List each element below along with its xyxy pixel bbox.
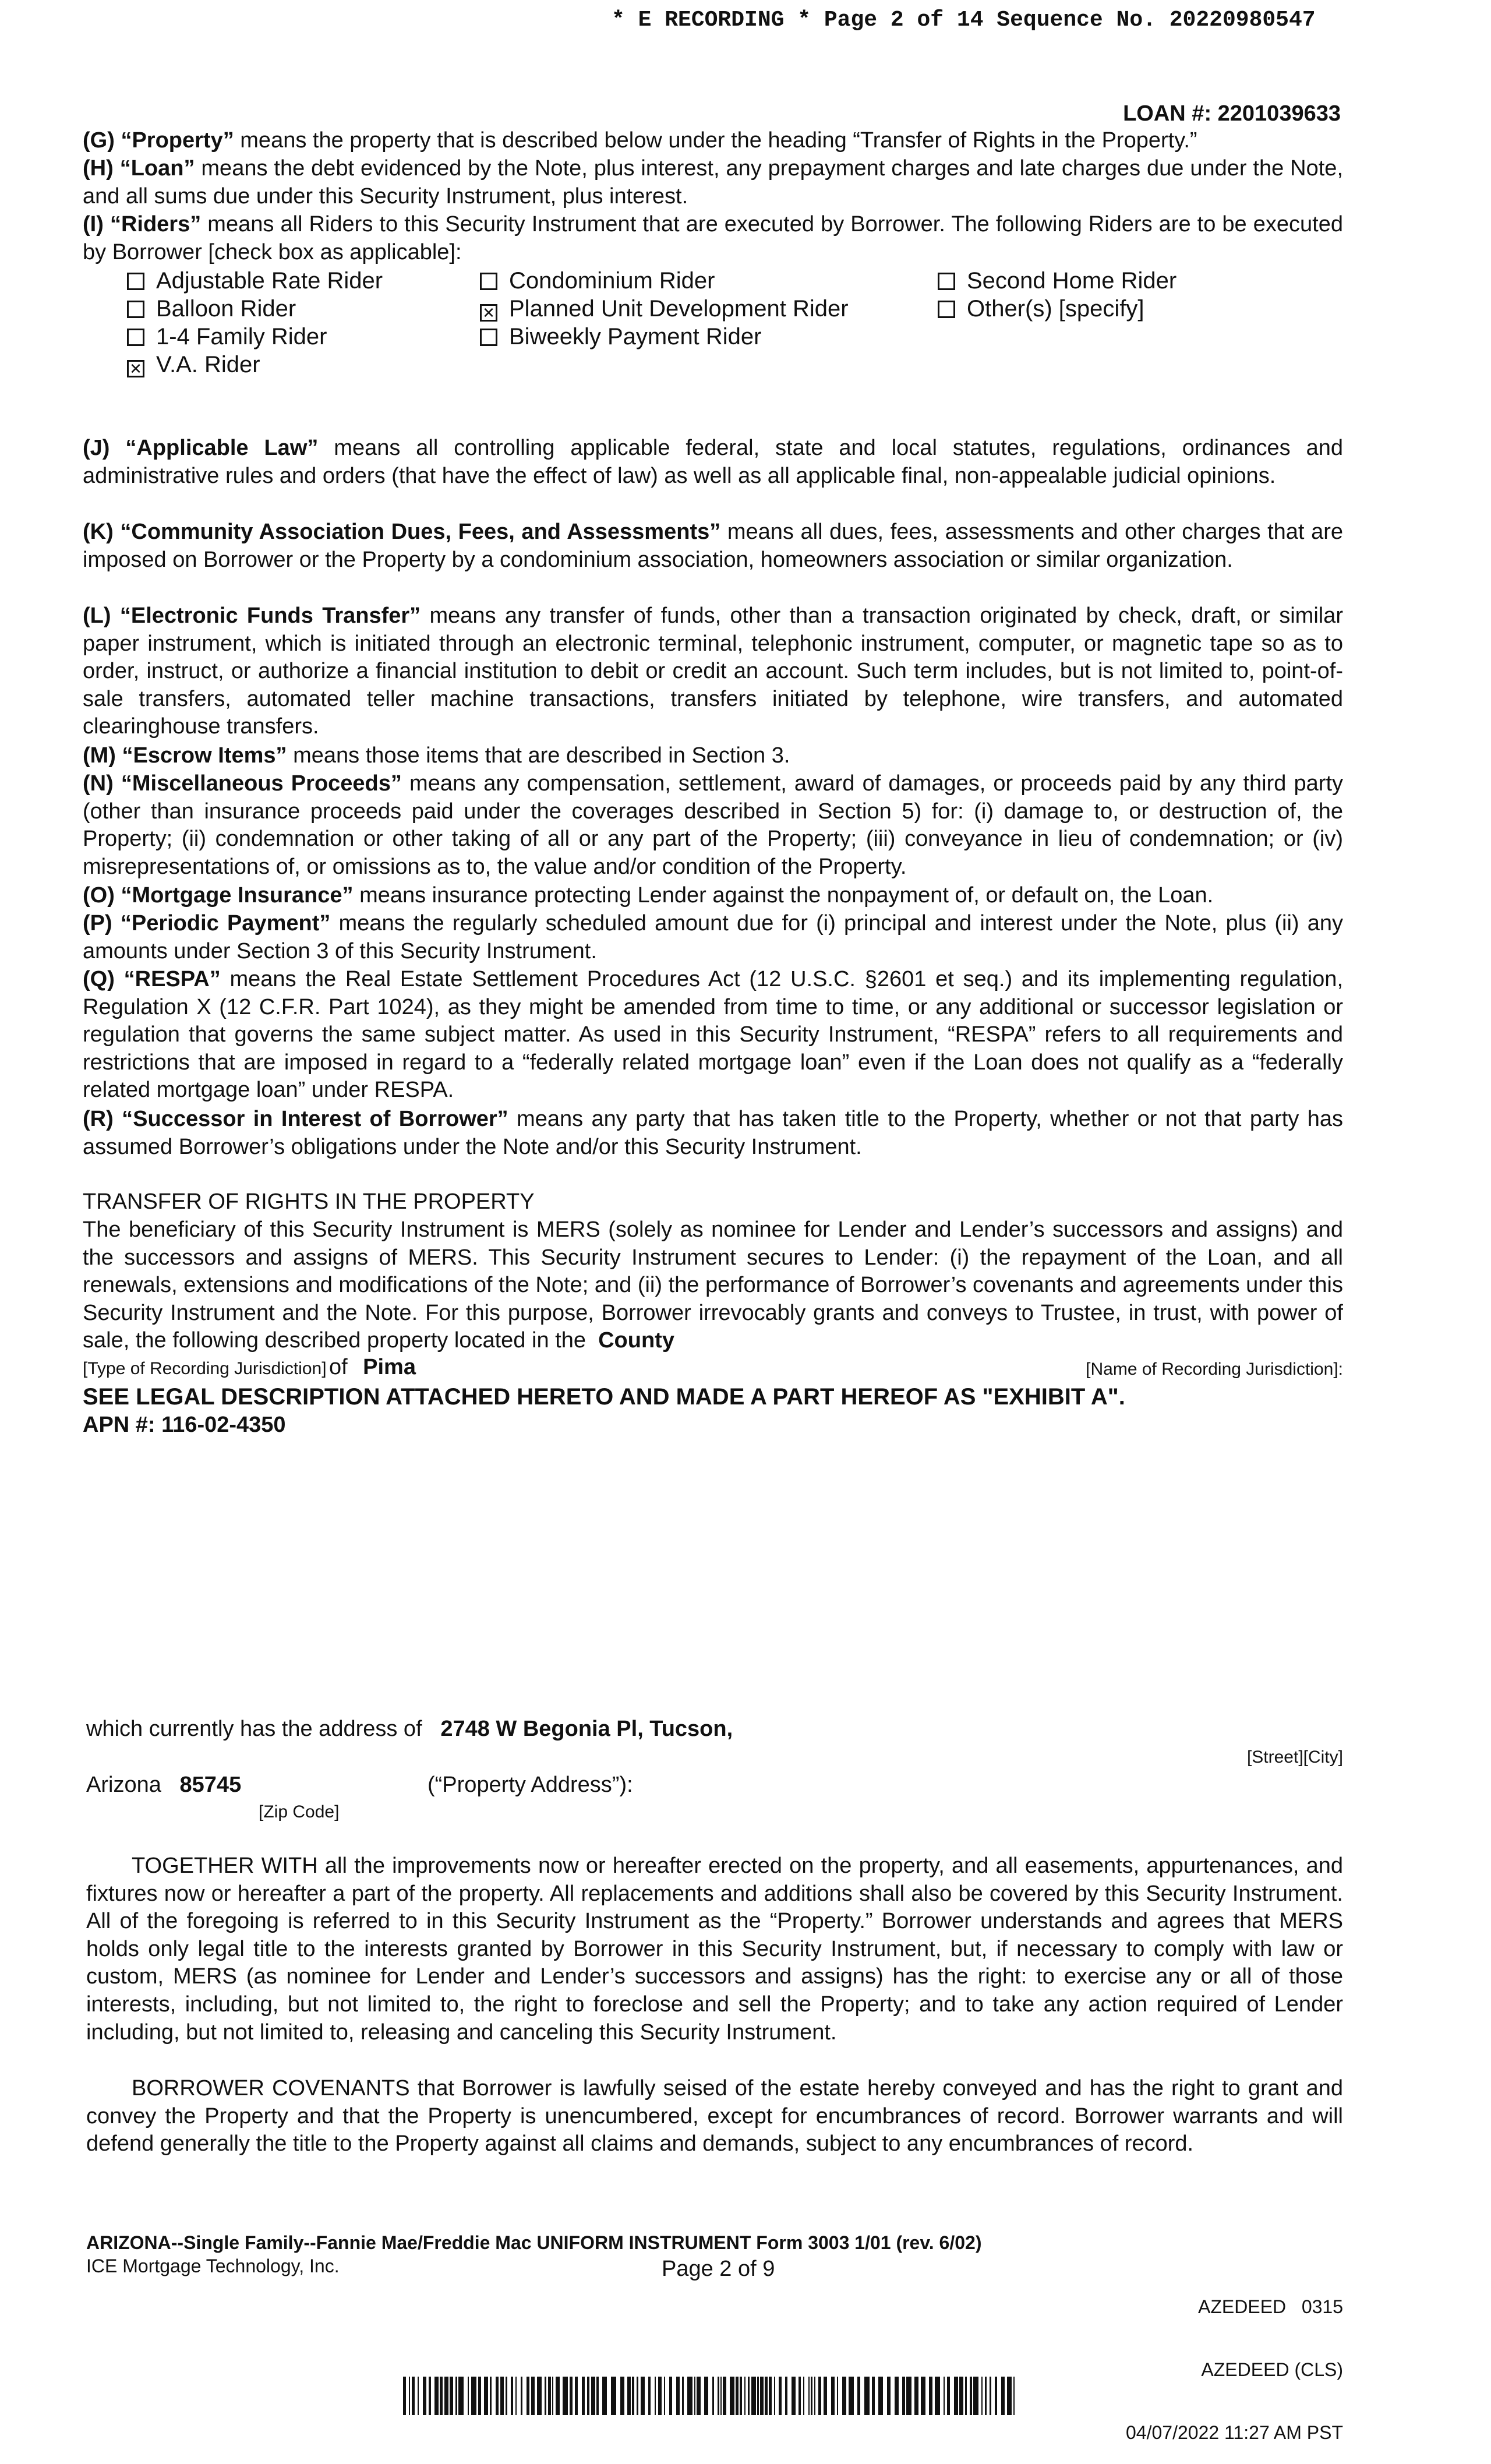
barcode-bar bbox=[878, 2377, 883, 2415]
street-city-label: [Street][City] bbox=[1246, 1748, 1343, 1767]
barcode-bar bbox=[687, 2377, 692, 2415]
barcode-bar bbox=[837, 2377, 838, 2415]
barcode-bar bbox=[506, 2377, 507, 2415]
barcode-bar bbox=[811, 2377, 812, 2415]
barcode-bar bbox=[864, 2377, 870, 2415]
barcode-bar bbox=[895, 2377, 899, 2415]
definition-m: (M) “Escrow Items” means those items that are described in Section 3. bbox=[83, 743, 790, 768]
form-title: ARIZONA--Single Family--Fannie Mae/Freddie Mac UNIFORM INSTRUMENT Form 3003 1/01 (rev. 6/02) bbox=[86, 2232, 982, 2253]
barcode-bar bbox=[872, 2377, 875, 2415]
barcode-bar bbox=[620, 2377, 624, 2415]
barcode-bar bbox=[570, 2377, 573, 2415]
barcode-bar bbox=[682, 2377, 684, 2415]
barcode-bar bbox=[637, 2377, 638, 2415]
rider-biweekly-payment[interactable]: Biweekly Payment Rider bbox=[480, 323, 762, 351]
transfer-heading: TRANSFER OF RIGHTS IN THE PROPERTY bbox=[83, 1189, 535, 1214]
barcode-bar bbox=[490, 2377, 492, 2415]
barcode-bar bbox=[779, 2377, 782, 2415]
barcode-bar bbox=[450, 2377, 453, 2415]
barcode-bar bbox=[995, 2377, 997, 2415]
barcode-bar bbox=[676, 2377, 680, 2415]
barcode-bar bbox=[423, 2377, 426, 2415]
checkbox-checked-icon[interactable]: ✕ bbox=[127, 360, 144, 377]
barcode-bar bbox=[478, 2377, 481, 2415]
barcode-bar bbox=[409, 2377, 410, 2415]
barcode-bar bbox=[1007, 2377, 1012, 2415]
barcode-bar bbox=[548, 2377, 551, 2415]
barcode-bar bbox=[814, 2377, 815, 2415]
barcode-bar bbox=[496, 2377, 499, 2415]
barcode-bar bbox=[799, 2377, 801, 2415]
barcode-bar bbox=[556, 2377, 560, 2415]
barcode-bar bbox=[458, 2377, 464, 2415]
jurisdiction-line: [Type of Recording Jurisdiction] of Pima [Name of Recording Jurisdiction]: bbox=[83, 1355, 1343, 1379]
rider-balloon[interactable]: Balloon Rider bbox=[127, 295, 296, 323]
barcode-bar bbox=[935, 2377, 940, 2415]
barcode-bar bbox=[440, 2377, 443, 2415]
barcode-bar bbox=[429, 2377, 431, 2415]
definition-l: (L) “Electronic Funds Transfer” means any transfer of funds, other than a transaction originated by check, draft, or similar paper instrument, which is initiated through an electronic terminal, telephonic instrument, computer, or magnetic tape so as to order, instruct, or authorize a financial institution to debit or credit an account. Such term includes, but is not limited to, point-of-sale transfers, automated teller machine transactions, transfers initiated by telephone, wire transfers, and automated clearinghouse transfers. bbox=[83, 603, 1343, 739]
page-number: Page 2 of 9 bbox=[662, 2257, 775, 2281]
barcode-bar bbox=[471, 2377, 476, 2415]
barcode-bar bbox=[444, 2377, 448, 2415]
rider-1-4-family[interactable]: 1-4 Family Rider bbox=[127, 323, 327, 351]
barcode-bar bbox=[582, 2377, 585, 2415]
address-line: which currently has the address of 2748 W Begonia Pl, Tucson, bbox=[86, 1717, 733, 1741]
together-with-paragraph: TOGETHER WITH all the improvements now or hereafter erected on the property, and all easements, appurtenances, and fixtures now or hereafter a part of the property. All replacements and additions shall also be covered by this Security Instrument. All of the foregoing is referred to in this Security Instrument as the “Property.” Borrower understands and agrees that MERS holds only legal title to the interests granted by Borrower in this Security Instrument, but, if necessary to comply with law or custom, MERS (as nominee for Lender and Lender’s successors and assigns) has the right: to exercise any or all of those interests, including, but not limited to, the right to foreclose and sell the Property; and to take any action required of Lender including, but not limited to, releasing and canceling this Security Instrument. bbox=[86, 1854, 1343, 2045]
code-2: AZEDEED (CLS) bbox=[1201, 2359, 1343, 2380]
transfer-body: The beneficiary of this Security Instrument is MERS (solely as nominee for Lender and Lender’s successors and assigns) and the successors and assigns of MERS. This Security Instrument secures to Lender: (i) the repayment of the Loan, and all renewals, extensions and modifications of the Note; and (ii) the performance of Borrower’s covenants and agreements under this Security Instrument and the Note. For this purpose, Borrower irrevocably grants and conveys to Trustee, in trust, with power of sale, the following described property located in the County bbox=[83, 1217, 1343, 1353]
barcode-bar bbox=[849, 2377, 854, 2415]
barcode-bar bbox=[403, 2377, 406, 2415]
barcode-bar bbox=[669, 2377, 672, 2415]
barcode-bar bbox=[664, 2377, 665, 2415]
barcode-bar bbox=[712, 2377, 714, 2415]
zip-label: [Zip Code] bbox=[259, 1802, 340, 1821]
barcode-bar bbox=[990, 2377, 991, 2415]
barcode-bar bbox=[973, 2377, 978, 2415]
zip-code: 85745 bbox=[179, 1773, 242, 1797]
barcode-bar bbox=[552, 2377, 553, 2415]
barcode-bar bbox=[965, 2377, 967, 2415]
state-zip-line: Arizona 85745 bbox=[86, 1773, 242, 1797]
barcode-bar bbox=[527, 2377, 529, 2415]
barcode-bar bbox=[723, 2377, 726, 2415]
barcode-bar bbox=[704, 2377, 708, 2415]
print-datetime: 04/07/2022 11:27 AM PST bbox=[1126, 2422, 1343, 2443]
definition-i: (I) “Riders” means all Riders to this Security Instrument that are executed by Borrower. The following Riders are to be executed by Borrower [check box as applicable]: bbox=[83, 212, 1343, 264]
barcode-bar bbox=[824, 2377, 827, 2415]
checkbox-icon[interactable] bbox=[127, 273, 144, 290]
barcode-bar bbox=[887, 2377, 891, 2415]
checkbox-icon[interactable] bbox=[480, 273, 497, 290]
barcode-bar bbox=[641, 2377, 645, 2415]
barcode-bar bbox=[760, 2377, 764, 2415]
barcode-bar bbox=[511, 2377, 513, 2415]
barcode-bar bbox=[944, 2377, 945, 2415]
barcode-bar bbox=[970, 2377, 972, 2415]
barcode-bar bbox=[718, 2377, 719, 2415]
barcode-bar bbox=[736, 2377, 739, 2415]
checkbox-icon[interactable] bbox=[127, 329, 144, 346]
barcode-bar bbox=[842, 2377, 846, 2415]
barcode-bar bbox=[596, 2377, 599, 2415]
barcode-bar bbox=[418, 2377, 419, 2415]
barcode-bar bbox=[902, 2377, 905, 2415]
rider-va[interactable]: ✕ V.A. Rider bbox=[127, 351, 260, 379]
borrower-covenants-paragraph: BORROWER COVENANTS that Borrower is lawfully seised of the estate hereby conveyed and has the right to grant and convey the Property and that the Property is unencumbered, except for encumbrances of record. Borrower warrants and will defend generally the title to the Property against all claims and demands, subject to any encumbrances of record. bbox=[86, 2076, 1343, 2156]
loan-number: LOAN #: 2201039633 bbox=[1123, 101, 1341, 126]
checkbox-icon[interactable] bbox=[127, 301, 144, 318]
type-label: [Type of Recording Jurisdiction] bbox=[83, 1359, 327, 1378]
barcode-bar bbox=[484, 2377, 488, 2415]
definition-o: (O) “Mortgage Insurance” means insurance protecting Lender against the nonpayment of, or default on, the Loan. bbox=[83, 883, 1214, 908]
apn-number: APN #: 116-02-4350 bbox=[83, 1413, 286, 1437]
checkbox-icon[interactable] bbox=[938, 301, 955, 318]
barcode-bar bbox=[808, 2377, 810, 2415]
barcode-icon bbox=[403, 2377, 1015, 2415]
barcode-bar bbox=[537, 2377, 542, 2415]
checkbox-icon[interactable] bbox=[480, 329, 497, 346]
barcode-bar bbox=[906, 2377, 911, 2415]
barcode-bar bbox=[591, 2377, 595, 2415]
definition-h: (H) “Loan” means the debt evidenced by the Note, plus interest, any prepayment charges and late charges due under the Note, and all sums due under this Security Instrument, plus interest. bbox=[83, 156, 1344, 209]
barcode-bar bbox=[434, 2377, 439, 2415]
rider-condominium[interactable]: Condominium Rider bbox=[480, 267, 715, 295]
barcode-bar bbox=[632, 2377, 634, 2415]
barcode-bar bbox=[720, 2377, 722, 2415]
barcode-bar bbox=[981, 2377, 983, 2415]
definition-k: (K) “Community Association Dues, Fees, and Assessments” means all dues, fees, assessments and other charges that are imposed on Borrower or the Property by a condominium association, homeowners association or similar organization. bbox=[83, 520, 1343, 572]
barcode-bar bbox=[455, 2377, 457, 2415]
barcode-bar bbox=[412, 2377, 415, 2415]
barcode-bar bbox=[831, 2377, 835, 2415]
barcode-bar bbox=[757, 2377, 759, 2415]
barcode-bar bbox=[792, 2377, 796, 2415]
barcode-bar bbox=[1001, 2377, 1005, 2415]
barcode-bar bbox=[515, 2377, 517, 2415]
barcode-bar bbox=[921, 2377, 925, 2415]
barcode-bar bbox=[947, 2377, 950, 2415]
barcode-bar bbox=[818, 2377, 821, 2415]
barcode-bar bbox=[785, 2377, 787, 2415]
definition-q: (Q) “RESPA” means the Real Estate Settlement Procedures Act (12 U.S.C. §2601 et seq.) and its implementing regulation, Regulation X (12 C.F.R. Part 1024), as they might be amended from time to time, or any additional or successor legislation or regulation that governs the same subject matter. As used in this Security Instrument, “RESPA” refers to all requirements and restrictions that are imposed in regard to a “federally related mortgage loan” even if the Loan does not qualify as a “federally related mortgage loan” under RESPA. bbox=[83, 967, 1343, 1103]
recording-header: * E RECORDING * Page 2 of 14 Sequence No. 20220980547 bbox=[612, 8, 1316, 33]
barcode-bar bbox=[500, 2377, 504, 2415]
property-address-label: (“Property Address”): bbox=[427, 1773, 633, 1797]
barcode-bar bbox=[765, 2377, 768, 2415]
definition-p: (P) “Periodic Payment” means the regularly scheduled amount due for (i) principal and interest under the Note, plus (ii) any amounts under Section 3 of this Security Instrument. bbox=[83, 911, 1344, 963]
form-codes bbox=[1126, 2254, 1343, 2464]
definition-g: (G) “Property” means the property that is described below under the heading “Transfer of Rights in the Property.” bbox=[83, 128, 1197, 153]
code-1: AZEDEED 0315 bbox=[1198, 2296, 1343, 2317]
barcode-bar bbox=[627, 2377, 631, 2415]
rider-second-home[interactable]: Second Home Rider bbox=[938, 267, 1176, 295]
definition-n: (N) “Miscellaneous Proceeds” means any compensation, settlement, award of damages, or proceeds paid by any third party (other than insurance proceeds paid under the coverages described in Section 5) for: (i) damage to, or destruction of, the Property; (ii) condemnation or other taking of all or any part of the Property; (iii) conveyance in lieu of condemnation; or (iv) misrepresentations of, or omissions as to, the value and/or condition of the Property. bbox=[83, 771, 1343, 879]
barcode-bar bbox=[929, 2377, 932, 2415]
barcode-bar bbox=[575, 2377, 578, 2415]
barcode-bar bbox=[545, 2377, 546, 2415]
barcode-bar bbox=[694, 2377, 695, 2415]
barcode-bar bbox=[914, 2377, 918, 2415]
barcode-bar bbox=[744, 2377, 746, 2415]
barcode-bar bbox=[521, 2377, 522, 2415]
barcode-bar bbox=[740, 2377, 742, 2415]
barcode-bar bbox=[1013, 2377, 1015, 2415]
name-label: [Name of Recording Jurisdiction]: bbox=[1086, 1360, 1343, 1379]
rider-other[interactable]: Other(s) [specify] bbox=[938, 295, 1144, 323]
barcode-bar bbox=[769, 2377, 772, 2415]
barcode-bar bbox=[985, 2377, 987, 2415]
definition-r: (R) “Successor in Interest of Borrower” means any party that has taken title to the Property, whether or not that party has assumed Borrower’s obligations under the Note and/or this Security Instrument. bbox=[83, 1107, 1343, 1159]
barcode-bar bbox=[563, 2377, 568, 2415]
jurisdiction-name: Pima bbox=[363, 1355, 416, 1379]
barcode-bar bbox=[748, 2377, 750, 2415]
barcode-bar bbox=[730, 2377, 734, 2415]
barcode-bar bbox=[468, 2377, 469, 2415]
barcode-bar bbox=[857, 2377, 860, 2415]
rider-planned-unit-development[interactable]: ✕ Planned Unit Development Rider bbox=[480, 295, 849, 323]
legal-description: SEE LEGAL DESCRIPTION ATTACHED HERETO AND MADE A PART HEREOF AS "EXHIBIT A". bbox=[83, 1384, 1125, 1410]
company-name: ICE Mortgage Technology, Inc. bbox=[86, 2255, 340, 2276]
street-city: 2748 W Begonia Pl, Tucson, bbox=[440, 1717, 733, 1741]
barcode-bar bbox=[587, 2377, 589, 2415]
barcode-bar bbox=[655, 2377, 656, 2415]
barcode-bar bbox=[751, 2377, 756, 2415]
definition-j: (J) “Applicable Law” means all controlling applicable federal, state and local statutes, regulations, ordinances and administrative rules and orders (that have the effect of law) as well as all applicable final, non-appealable judicial opinions. bbox=[83, 436, 1343, 488]
checkbox-checked-icon[interactable]: ✕ bbox=[480, 304, 497, 322]
barcode-bar bbox=[648, 2377, 651, 2415]
barcode-bar bbox=[611, 2377, 616, 2415]
barcode-bar bbox=[774, 2377, 775, 2415]
checkbox-icon[interactable] bbox=[938, 273, 955, 290]
barcode-bar bbox=[803, 2377, 804, 2415]
barcode-bar bbox=[531, 2377, 535, 2415]
barcode-bar bbox=[697, 2377, 701, 2415]
barcode-bar bbox=[959, 2377, 963, 2415]
barcode-bar bbox=[602, 2377, 607, 2415]
barcode-bar bbox=[658, 2377, 662, 2415]
rider-adjustable-rate[interactable]: Adjustable Rate Rider bbox=[127, 267, 383, 295]
barcode-bar bbox=[954, 2377, 958, 2415]
